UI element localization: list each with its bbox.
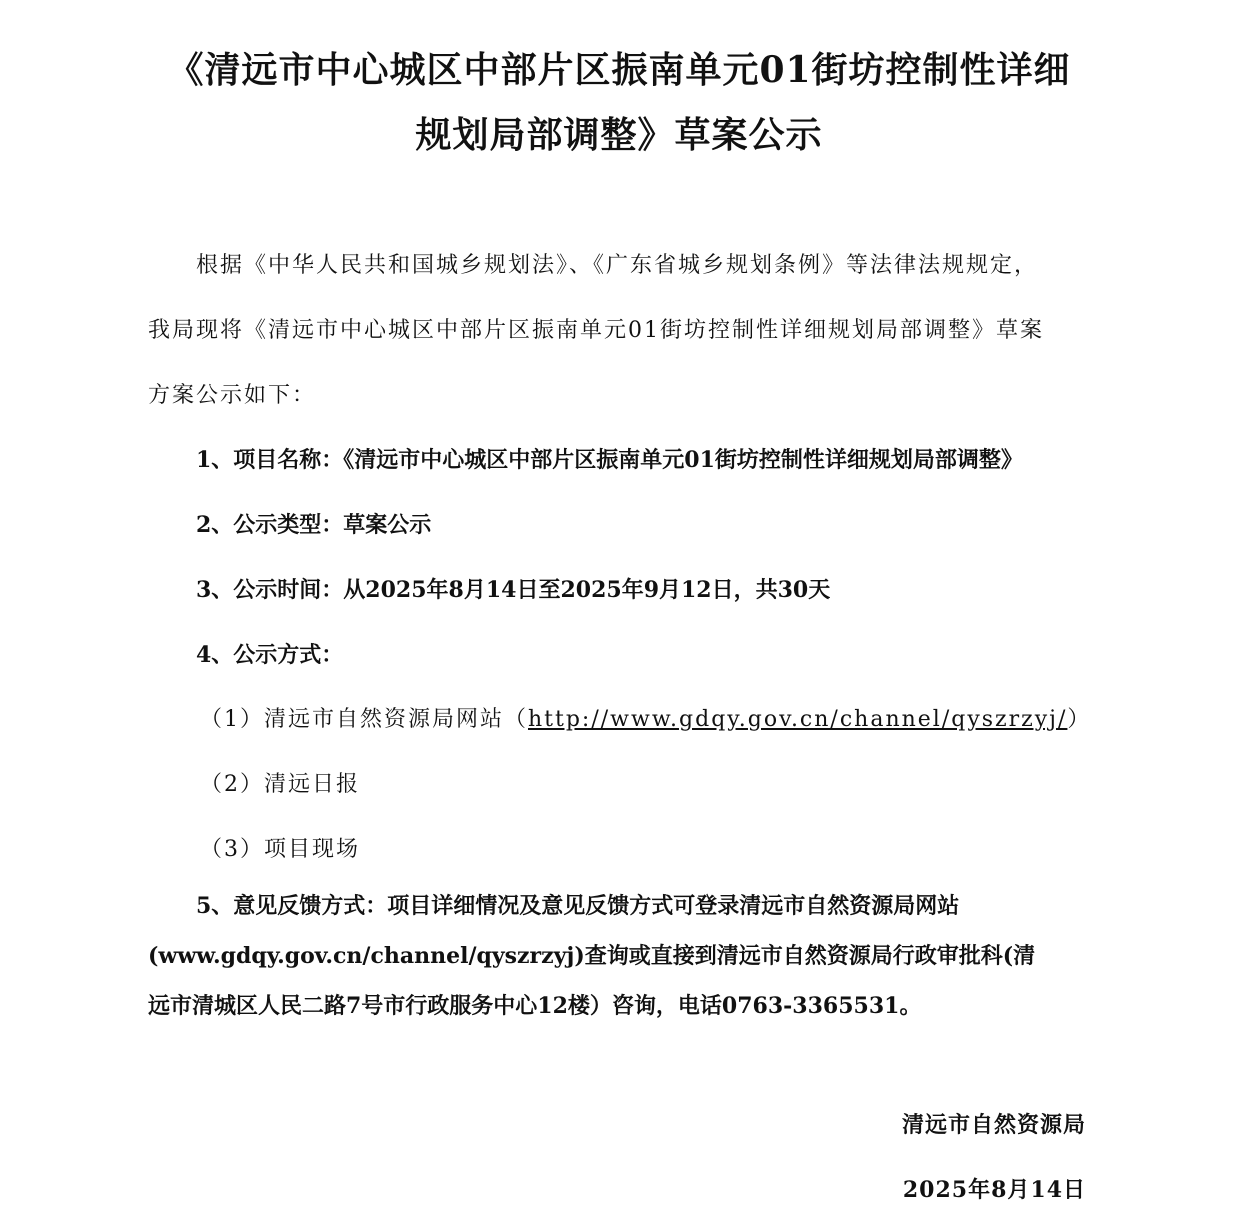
method-newspaper: （2）清远日报 [200, 772, 360, 797]
method-project-site: （3）项目现场 [200, 837, 360, 862]
method-website-suffix: ） [1067, 707, 1092, 732]
feedback-line-3: 远市清城区人民二路7号市行政服务中心12楼）咨询，电话0763-3365531。 [148, 993, 922, 1019]
website-link[interactable]: http://www.gdqy.gov.cn/channel/qyszrzyj/ [528, 707, 1068, 732]
item-notice-period: 3、公示时间：从2025年8月14日至2025年9月12日，共30天 [196, 577, 831, 603]
signature-date: 2025年8月14日 [902, 1177, 1086, 1203]
method-website [200, 707, 1091, 733]
item-notice-type: 2、公示类型：草案公示 [196, 512, 432, 538]
notice-title-line-1: 《清远市中心城区中部片区振南单元01街坊控制性详细 [167, 49, 1071, 91]
feedback-line-1: 5、意见反馈方式：项目详细情况及意见反馈方式可登录清远市自然资源局网站 [196, 893, 960, 919]
notice-title-line-2: 规划局部调整》草案公示 [415, 114, 823, 156]
intro-line-2: 我局现将《清远市中心城区中部片区振南单元01街坊控制性详细规划局部调整》草案 [148, 318, 1044, 343]
item-project-name: 1、项目名称：《清远市中心城区中部片区振南单元01街坊控制性详细规划局部调整》 [196, 447, 1023, 473]
feedback-line-2: (www.gdqy.gov.cn/channel/qyszrzyj)查询或直接到清远市自然资源局行政审批科(清 [148, 943, 1036, 969]
intro-line-1: 根据《中华人民共和国城乡规划法》、《广东省城乡规划条例》等法律法规规定， [196, 253, 1039, 278]
intro-line-3: 方案公示如下： [148, 383, 317, 408]
item-notice-methods: 4、公示方式： [196, 642, 344, 668]
signature-organization: 清远市自然资源局 [901, 1112, 1086, 1138]
method-website-prefix: （1）清远市自然资源局网站（ [200, 707, 528, 732]
